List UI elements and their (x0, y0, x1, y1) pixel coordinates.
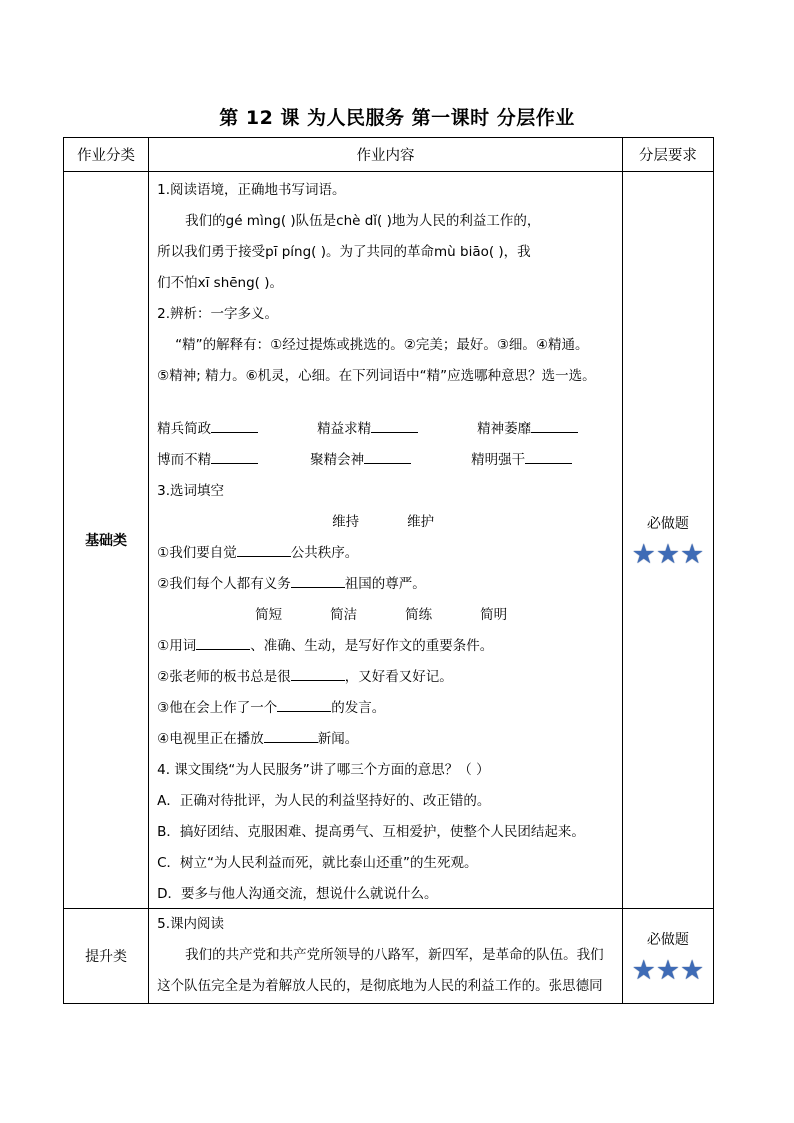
q3-word-group: 简短 简洁 简练 简明 (255, 607, 508, 623)
q3-sentence: ④电视里正在播放 新闻。 (157, 724, 615, 755)
q2-definition: “精”的解释有：①经过提炼或挑选的。②完美；最好。③细。④精通。 (175, 337, 589, 353)
q2-definition: ⑤精神; 精力。⑥机灵，心细。在下列词语中“精”应选哪种意思？选一选。 (157, 368, 596, 384)
q2-word-item: 博而不精 (157, 445, 310, 476)
content-basic (149, 172, 623, 909)
table-row (64, 909, 714, 1004)
q2-word-item: 聚精会神 (310, 445, 471, 476)
q5-passage: 这个队伍完全是为着解放人民的，是彻底地为人民的利益工作的。张思德同 (157, 978, 603, 994)
q2-word-item: 精兵简政 (157, 414, 317, 445)
requirement-basic (622, 172, 713, 909)
table-row (64, 172, 714, 909)
homework-table (63, 137, 714, 1004)
category-advanced: 提升类 (64, 909, 149, 1004)
q4-option: B．搞好团结、克服困难、提高勇气、互相爱护，使整个人民团结起来。 (157, 824, 585, 840)
q3-sentence: ②张老师的板书总是很 ，又好看又好记。 (157, 662, 615, 693)
q4-option: C．树立“为人民利益而死，就比泰山还重”的生死观。 (157, 855, 478, 871)
star-icon: ★★★ (631, 538, 705, 570)
q2-word-item: 精明强干 (471, 445, 572, 476)
requirement-label: 必做题 (646, 515, 689, 532)
q5-title: 5.课内阅读 (157, 916, 225, 932)
q2-word-row (157, 414, 615, 445)
q3-sentence: ①用词 、准确、生动，是写好作文的重要条件。 (157, 631, 615, 662)
category-basic: 基础类 (64, 172, 149, 909)
q1-paragraph: 所以我们勇于接受pī píng( )。为了共同的革命mù biāo( )，我 (157, 244, 531, 260)
table-header-row (64, 138, 714, 172)
star-icon: ★★★ (631, 954, 705, 986)
star-rating (623, 538, 713, 570)
q2-word-item: 精益求精 (317, 414, 477, 445)
q1-paragraph: 们不怕xī shēng( )。 (157, 275, 284, 291)
header-requirement: 分层要求 (622, 138, 713, 172)
q1-title: 1.阅读语境，正确地书写词语。 (157, 182, 346, 198)
q1-paragraph: 我们的gé mìng( )队伍是chè dǐ( )地为人民的利益工作的， (185, 213, 541, 229)
q3-title: 3.选词填空 (157, 483, 225, 499)
q3-sentence: ②我们每个人都有义务 祖国的尊严。 (157, 569, 615, 600)
q4-title: 4. 课文围绕“为人民服务”讲了哪三个方面的意思？（ ） (157, 762, 490, 778)
header-content: 作业内容 (149, 138, 623, 172)
q2-word-item: 精神萎靡 (477, 414, 578, 445)
q3-sentence: ③他在会上作了一个 的发言。 (157, 693, 615, 724)
header-category: 作业分类 (64, 138, 149, 172)
q3-sentence: ①我们要自觉 公共秩序。 (157, 538, 615, 569)
content-advanced (149, 909, 623, 1004)
q3-word-group: 维持 维护 (332, 514, 435, 530)
page-title: 第 12 课 为人民服务 第一课时 分层作业 (219, 107, 575, 129)
requirement-label: 必做题 (646, 931, 689, 948)
q5-passage: 我们的共产党和共产党所领导的八路军，新四军，是革命的队伍。我们 (185, 947, 604, 963)
q2-word-row (157, 445, 615, 476)
star-rating (623, 954, 713, 986)
requirement-advanced (622, 909, 713, 1004)
q2-title: 2.辨析：一字多义。 (157, 306, 279, 322)
q4-option: D．要多与他人沟通交流，想说什么就说什么。 (157, 886, 438, 902)
q4-option: A．正确对待批评，为人民的利益坚持好的、改正错的。 (157, 793, 491, 809)
